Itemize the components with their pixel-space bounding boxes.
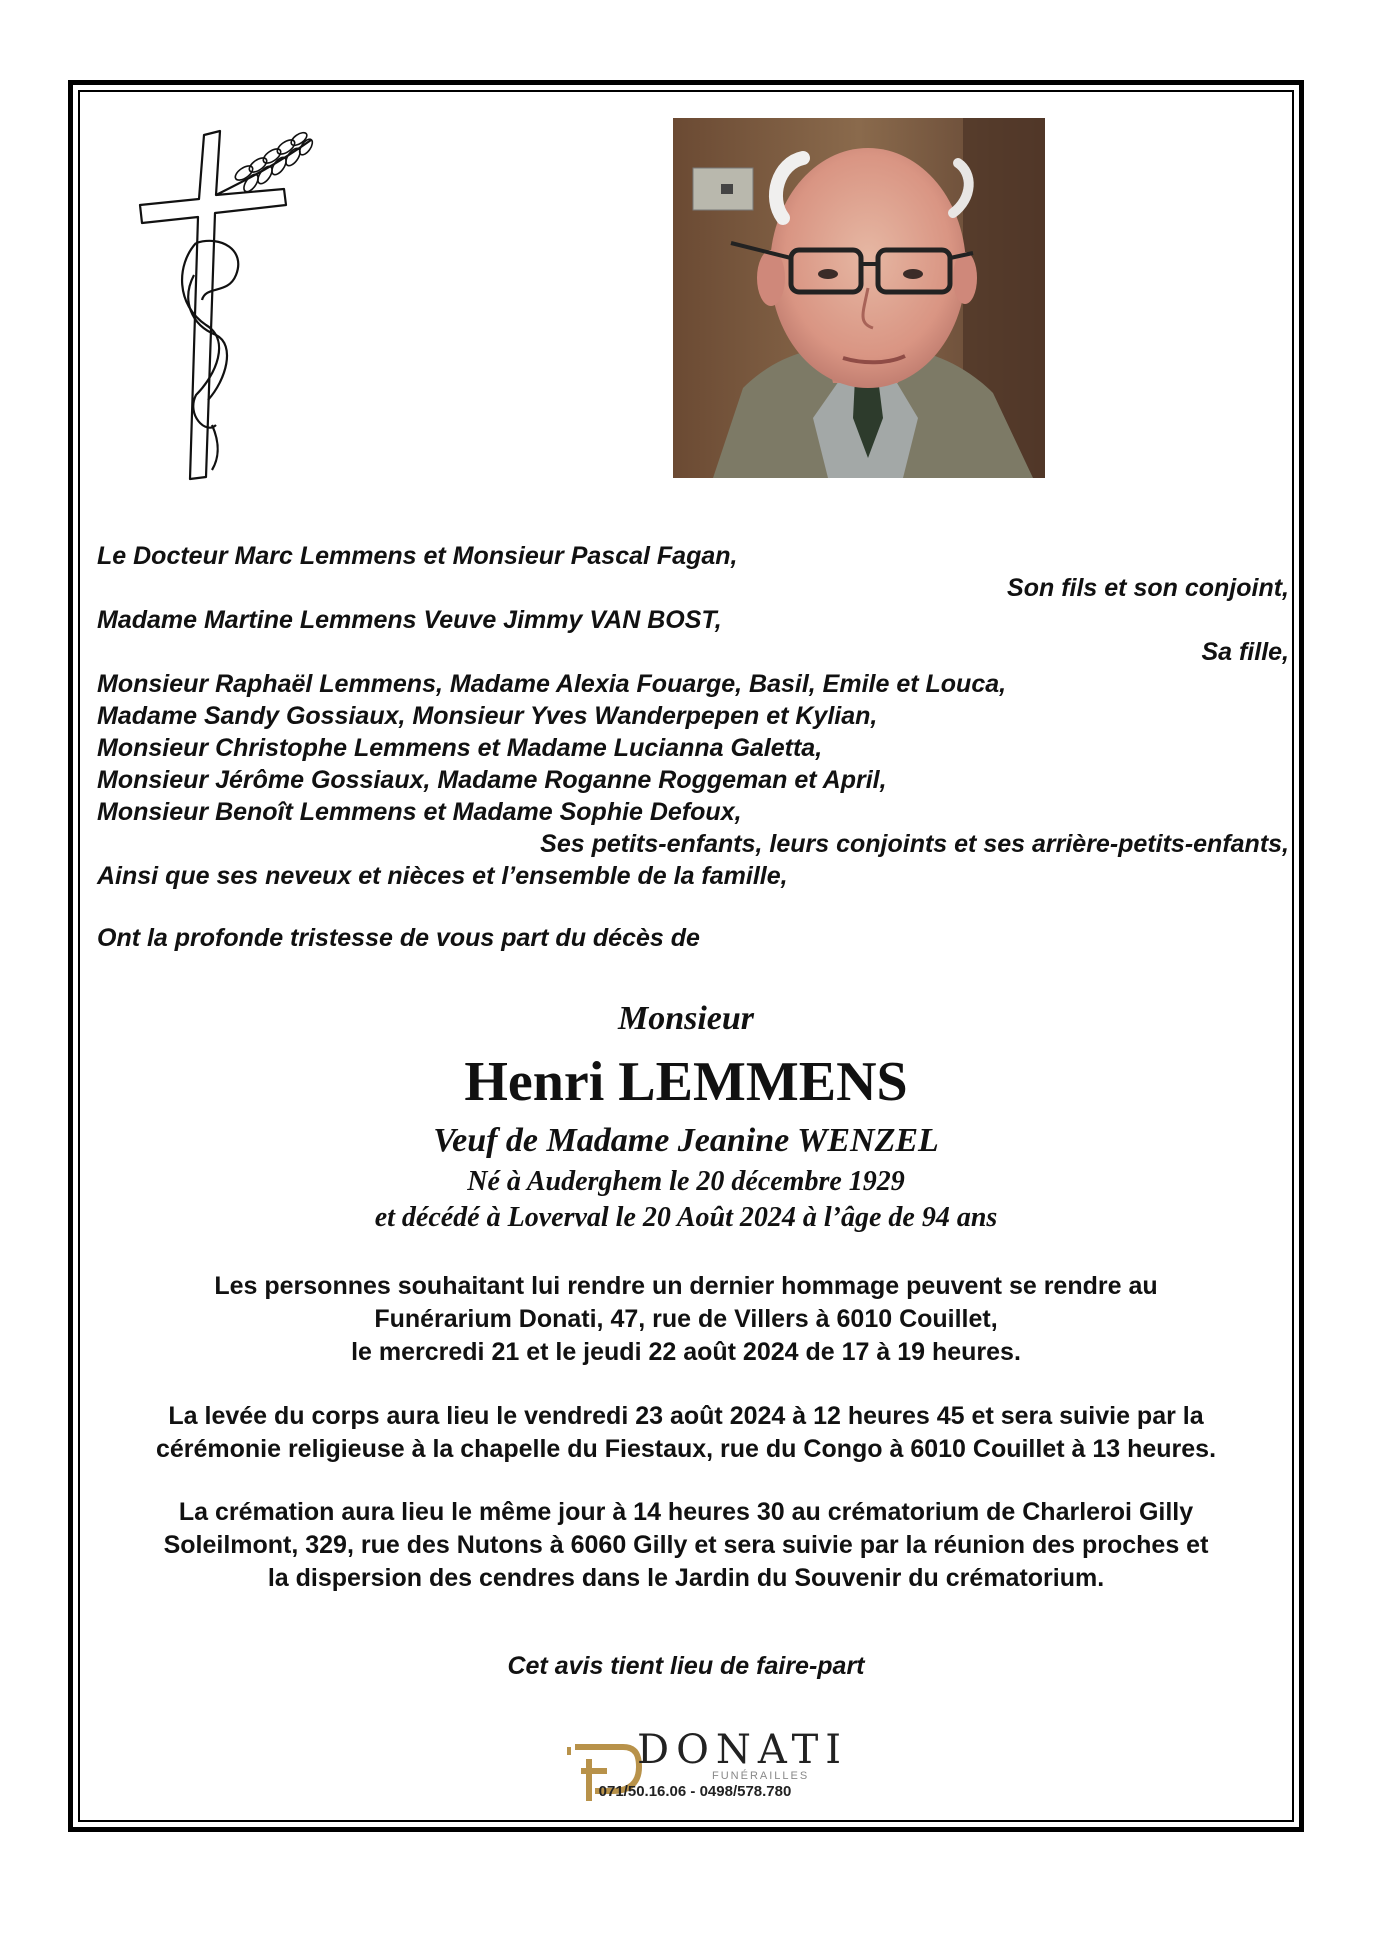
text-line: le mercredi 21 et le jeudi 22 août 2024 de 17 à 19 heures. <box>351 1338 1021 1366</box>
family-line: Monsieur Jérôme Gossiaux, Madame Roganne Roggeman et April, <box>97 766 887 794</box>
family-line: Monsieur Benoît Lemmens et Madame Sophie Defoux, <box>97 798 742 826</box>
text-line: Les personnes souhaitant lui rendre un dernier hommage peuvent se rendre au <box>214 1272 1158 1300</box>
dates-block <box>78 1164 1294 1236</box>
relation-line: Ses petits-enfants, leurs conjoints et ses arrière-petits-enfants, <box>540 830 1289 858</box>
family-line: Madame Martine Lemmens Veuve Jimmy VAN BOST, <box>97 606 722 634</box>
portrait-photo <box>673 118 1045 478</box>
text-line: Funérarium Donati, 47, rue de Villers à 6010 Couillet, <box>374 1305 998 1333</box>
closing-note: Cet avis tient lieu de faire-part <box>507 1652 865 1680</box>
text-line: la dispersion des cendres dans le Jardin du Souvenir du crématorium. <box>267 1564 1105 1592</box>
birth-line: Né à Auderghem le 20 décembre 1929 <box>467 1166 905 1197</box>
funeral-home-subtitle: FUNÉRAILLES <box>712 1770 810 1782</box>
honorific: Monsieur <box>617 1000 755 1037</box>
visitation-paragraph <box>78 1270 1294 1369</box>
family-line: Monsieur Christophe Lemmens et Madame Lucianna Galetta, <box>97 734 823 762</box>
family-line: Ainsi que ses neveux et nièces et l’ensemble de la famille, <box>97 862 788 890</box>
family-line: Madame Sandy Gossiaux, Monsieur Yves Wanderpepen et Kylian, <box>97 702 878 730</box>
text-line: La levée du corps aura lieu le vendredi 23 août 2024 à 12 heures 45 et sera suivie par la <box>168 1402 1204 1430</box>
funeral-home-name: DONATI <box>637 1727 849 1773</box>
family-line: Monsieur Raphaël Lemmens, Madame Alexia Fouarge, Basil, Emile et Louca, <box>97 670 1007 698</box>
ceremony-paragraph <box>78 1400 1294 1466</box>
cross-with-wheat-icon <box>136 125 346 485</box>
text-line: Soleilmont, 329, rue des Nutons à 6060 Gilly et sera suivie par la réunion des proches et <box>163 1531 1209 1559</box>
phone-numbers: 071/50.16.06 - 0498/578.780 <box>598 1783 792 1800</box>
cremation-paragraph <box>78 1496 1294 1595</box>
relation-line: Sa fille, <box>1201 638 1289 666</box>
announcement-line: Ont la profonde tristesse de vous part du décès de <box>97 924 700 952</box>
family-line: Le Docteur Marc Lemmens et Monsieur Pascal Fagan, <box>97 542 738 570</box>
death-line: et décédé à Loverval le 20 Août 2024 à l’âge de 94 ans <box>374 1202 998 1233</box>
family-list <box>97 540 1289 954</box>
relation-line: Son fils et son conjoint, <box>1007 574 1289 602</box>
text-line: cérémonie religieuse à la chapelle du Fiestaux, rue du Congo à 6010 Couillet à 13 heures. <box>155 1435 1217 1463</box>
widow-line: Veuf de Madame Jeanine WENZEL <box>433 1122 939 1159</box>
deceased-name: Henri LEMMENS <box>464 1051 908 1113</box>
text-line: La crémation aura lieu le même jour à 14 heures 30 au crématorium de Charleroi Gilly <box>178 1498 1194 1526</box>
